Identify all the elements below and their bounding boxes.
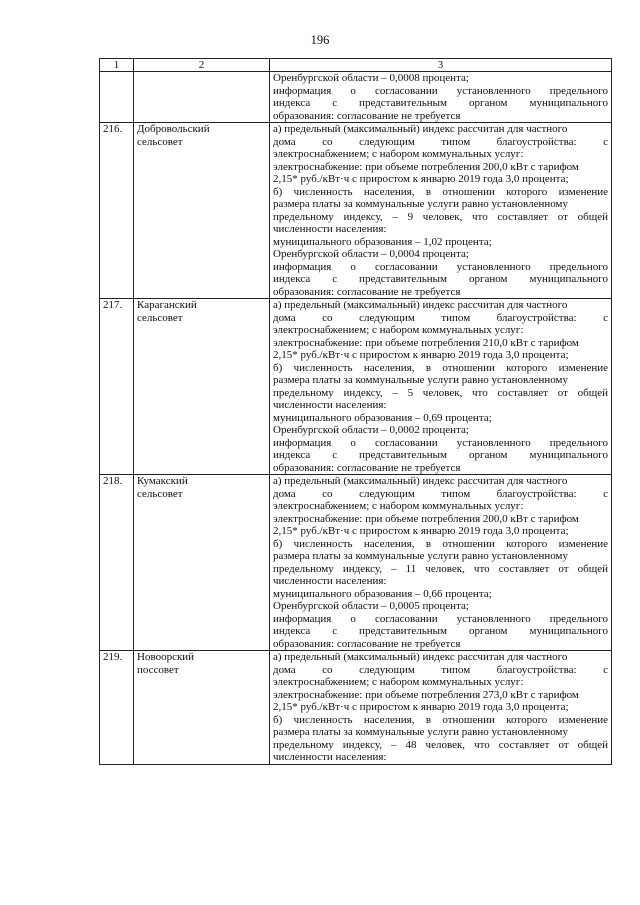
text-line: предельному индексу, – 11 человек, что составляет от общей xyxy=(273,562,608,575)
text-line: образования: согласование не требуется xyxy=(273,461,461,474)
text-line: электроснабжение: при объеме потребления 200,0 кВт с тарифом xyxy=(273,160,579,173)
continuation-row xyxy=(100,72,612,123)
text-line: предельному индексу, – 48 человек, что составляет от общей xyxy=(273,738,608,751)
text-line: электроснабжение: при объеме потребления 200,0 кВт с тарифом xyxy=(273,512,579,525)
text-line: муниципального образования – 0,69 процента; xyxy=(273,411,492,424)
text-line: б) численность населения, в отношении которого изменение xyxy=(273,361,608,374)
tariff-index-table xyxy=(99,58,612,765)
column-number-row xyxy=(100,59,612,72)
row-number: 219. xyxy=(100,651,134,765)
index-description xyxy=(270,651,612,765)
table-body xyxy=(100,72,612,765)
text-line: Оренбургской области – 0,0008 процента; xyxy=(273,72,469,84)
municipality-name xyxy=(134,651,270,765)
municipality-name xyxy=(134,123,270,299)
text-line: информация о согласовании установленного предельного xyxy=(273,260,608,273)
row-number: 216. xyxy=(100,123,134,299)
text-line: б) численность населения, в отношении которого изменение xyxy=(273,537,608,550)
text-line: образования: согласование не требуется xyxy=(273,285,461,298)
index-description xyxy=(270,299,612,475)
text-line: численности населения: xyxy=(273,399,387,411)
text-line: а) предельный (максимальный) индекс рассчитан для частного xyxy=(273,299,568,311)
text-line: муниципального образования – 0,66 процента; xyxy=(273,587,492,600)
column-header: 1 xyxy=(100,59,134,72)
text-line: численности населения: xyxy=(273,575,387,587)
text-line: электроснабжением; с набором коммунальных услуг: xyxy=(273,324,524,336)
table-row xyxy=(100,123,612,299)
municipality-name xyxy=(134,299,270,475)
text-line: предельному индексу, – 5 человек, что составляет от общей xyxy=(273,386,608,399)
text-line: информация о согласовании установленного предельного xyxy=(273,612,608,625)
name-line: поссовет xyxy=(137,663,179,676)
name-line: Добровольский xyxy=(137,123,210,135)
text-line: 2,15* руб./кВт·ч с приростом к январю 2019 года 3,0 процента; xyxy=(273,525,569,537)
text-line: Оренбургской области – 0,0002 процента; xyxy=(273,424,469,436)
row-number: 217. xyxy=(100,299,134,475)
name-line: Кумакский xyxy=(137,475,188,487)
text-line: а) предельный (максимальный) индекс рассчитан для частного xyxy=(273,123,568,135)
name-line: Караганский xyxy=(137,299,197,311)
name-line: сельсовет xyxy=(137,311,183,324)
continuation-text-cell xyxy=(270,72,612,123)
text-line: размера платы за коммунальные услуги равно установленному xyxy=(273,550,568,562)
text-line: электроснабжение: при объеме потребления 210,0 кВт с тарифом xyxy=(273,336,579,349)
text-line: численности населения: xyxy=(273,223,387,235)
column-header: 2 xyxy=(134,59,270,72)
text-line: электроснабжение: при объеме потребления 273,0 кВт с тарифом xyxy=(273,688,579,701)
text-line: численности населения: xyxy=(273,751,387,763)
text-line: образования: согласование не требуется xyxy=(273,109,461,122)
text-line: б) численность населения, в отношении которого изменение xyxy=(273,713,608,726)
table-row xyxy=(100,651,612,765)
text-line: электроснабжением; с набором коммунальных услуг: xyxy=(273,148,524,160)
text-line: размера платы за коммунальные услуги равно установленному xyxy=(273,726,568,738)
index-description xyxy=(270,123,612,299)
text-line: размера платы за коммунальные услуги равно установленному xyxy=(273,374,568,386)
text-line: дома со следующим типом благоустройства: с xyxy=(273,135,608,148)
text-line: а) предельный (максимальный) индекс рассчитан для частного xyxy=(273,651,568,663)
text-line: информация о согласовании установленного предельного xyxy=(273,436,608,449)
text-line: электроснабжением; с набором коммунальных услуг: xyxy=(273,500,524,512)
text-line: 2,15* руб./кВт·ч с приростом к январю 2019 года 3,0 процента; xyxy=(273,349,569,361)
text-line: индекса с представительным органом муниципального xyxy=(273,97,608,109)
text-line: информация о согласовании установленного предельного xyxy=(273,84,608,97)
text-line: индекса с представительным органом муниципального xyxy=(273,273,608,285)
page-number: 196 xyxy=(310,33,330,47)
text-line: предельному индексу, – 9 человек, что составляет от общей xyxy=(273,210,608,223)
column-header: 3 xyxy=(270,59,612,72)
empty-cell xyxy=(100,72,134,123)
text-line: дома со следующим типом благоустройства: с xyxy=(273,663,608,676)
index-description xyxy=(270,475,612,651)
name-line: Новоорский xyxy=(137,651,195,663)
text-line: индекса с представительным органом муниципального xyxy=(273,625,608,637)
text-line: образования: согласование не требуется xyxy=(273,637,461,650)
text-line: б) численность населения, в отношении которого изменение xyxy=(273,185,608,198)
text-line: Оренбургской области – 0,0004 процента; xyxy=(273,248,469,260)
row-number: 218. xyxy=(100,475,134,651)
name-line: сельсовет xyxy=(137,135,183,148)
text-line: индекса с представительным органом муниципального xyxy=(273,449,608,461)
text-line: 2,15* руб./кВт·ч с приростом к январю 2019 года 3,0 процента; xyxy=(273,173,569,185)
name-line: сельсовет xyxy=(137,487,183,500)
text-line: дома со следующим типом благоустройства: с xyxy=(273,311,608,324)
municipality-name xyxy=(134,475,270,651)
text-line: а) предельный (максимальный) индекс рассчитан для частного xyxy=(273,475,568,487)
text-line: Оренбургской области – 0,0005 процента; xyxy=(273,600,469,612)
text-line: дома со следующим типом благоустройства: с xyxy=(273,487,608,500)
text-line: муниципального образования – 1,02 процента; xyxy=(273,235,492,248)
text-line: электроснабжением; с набором коммунальных услуг: xyxy=(273,676,524,688)
text-line: 2,15* руб./кВт·ч с приростом к январю 2019 года 3,0 процента; xyxy=(273,701,569,713)
table-row xyxy=(100,299,612,475)
text-line: размера платы за коммунальные услуги равно установленному xyxy=(273,198,568,210)
table-row xyxy=(100,475,612,651)
empty-cell xyxy=(134,72,270,123)
